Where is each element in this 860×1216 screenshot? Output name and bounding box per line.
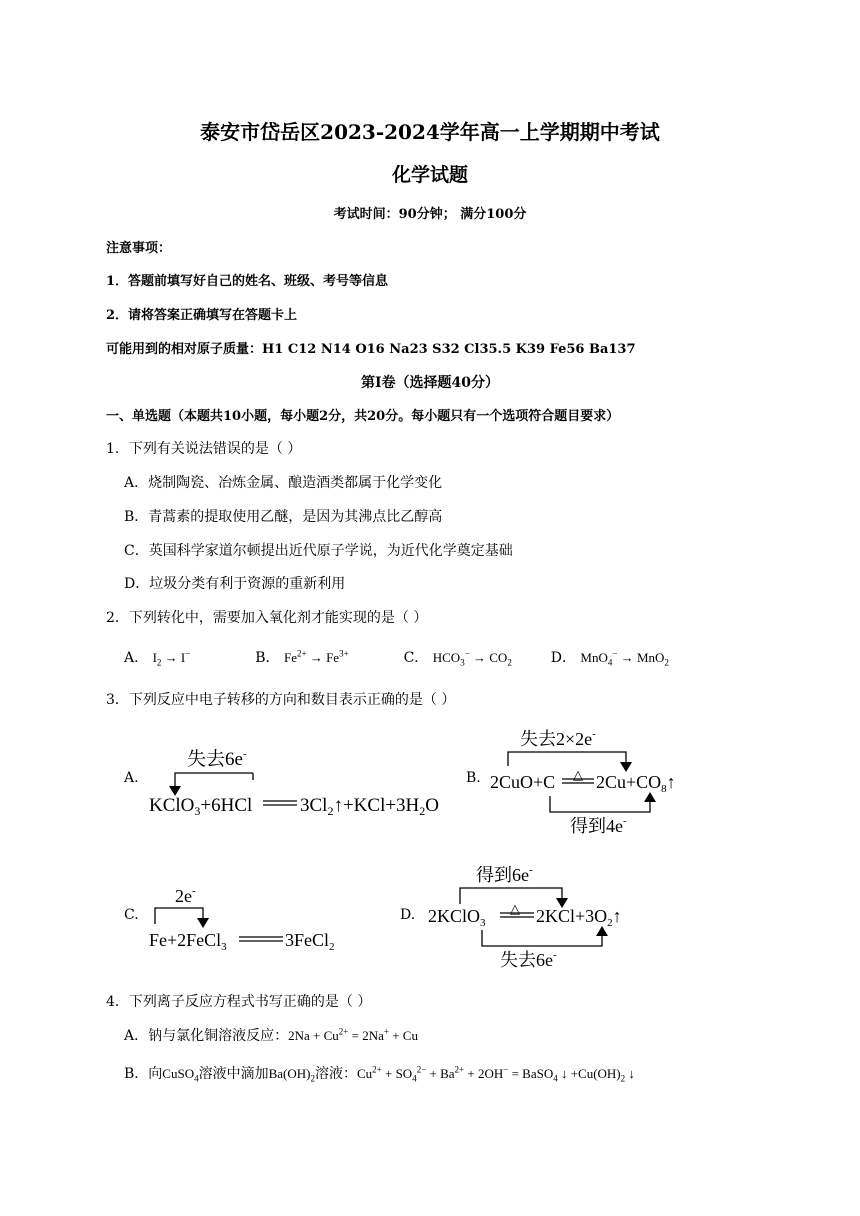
q3-option-c-diagram (145, 880, 355, 952)
q3-option-b-diagram (486, 722, 706, 840)
svg-text:2Cu+CO8↑: $2Cu+CO_8↑$ (596, 772, 676, 795)
q2-option-b-formula: $Fe^{2+} \to Fe^{3+}$ (284, 648, 349, 665)
q2-option-a-label: A． (124, 650, 149, 666)
q3-c-equation: Fe+2FeCl$_3$ (149, 930, 227, 952)
q3-a-equation: KClO$_3$+6HCl (149, 795, 253, 818)
q4-option-b-equation: $Cu^{2+} + SO_4^{2-} + Ba^{2+} + 2OH^-$ = BaSO$_4$ ↓ $+Cu(OH)_2$ ↓ (356, 1064, 635, 1084)
exam-info: 考试时间：90分钟； 满分100分 (333, 207, 527, 222)
atomic-mass-line: 可能用到的相对原子质量：H1 C12 N14 O16 Na23 S32 Cl35.5 K39 Fe56 Ba137 (106, 342, 636, 357)
q2-option-c-label: C． (403, 650, 429, 666)
q3-stem: 3．下列反应中电子转移的方向和数目表示正确的是（ ） (106, 692, 456, 708)
q3-option-d-diagram (424, 860, 644, 976)
q3-option-c-label: C. (124, 907, 139, 923)
q2-option-d-formula: MnO$_4$− → MnO$_2$ (580, 648, 669, 668)
q3-d-bottom-label: 失去6e- (500, 949, 557, 970)
q3-d-top-label: 得到6e- (476, 864, 533, 885)
q2-option-b-label: B． (255, 650, 280, 666)
notice-item-1: 1．答题前填写好自己的姓名、班级、考号等信息 (106, 274, 389, 289)
q3-c-arrow-label: 2e- (175, 885, 196, 906)
q4-stem: 4．下列离子反应方程式书写正确的是（ ） (106, 994, 372, 1010)
q4-option-a: A．钠与氯化铜溶液反应：$2Na + Cu^{2+} = 2Na^+ + Cu$ (124, 1026, 418, 1044)
q3-option-d-label: D. (400, 907, 416, 923)
section-title: 第Ⅰ卷（选择题40分） (360, 375, 500, 391)
svg-text:3Cl2↑+KCl+3H2O: $3Cl_2↑+KCl+3H_2O$ (300, 795, 440, 818)
svg-text:2KCl+3O2↑: $2KCl+3O_2↑$ (536, 906, 622, 929)
q3-b-top-label: 失去2×2e- (520, 728, 596, 749)
q3-option-a-label: A. (124, 770, 139, 786)
svg-text:3FeCl2: 3FeCl$_2$ (285, 930, 335, 952)
q2-option-a-formula: $I_2 \to I^-$ (152, 648, 191, 668)
q2-stem: 2．下列转化中，需要加入氧化剂才能实现的是（ ） (106, 610, 428, 626)
q1-option-c: C．英国科学家道尔顿提出近代原子学说，为近代化学奠定基础 (124, 543, 513, 559)
q4-option-a-equation: $2Na + Cu^{2+} = 2Na^+ + Cu$ (288, 1026, 418, 1043)
q3-option-a-diagram (145, 738, 455, 818)
q3-a-arrow-label: 失去6e- (187, 748, 247, 770)
q3-option-b-label: B. (466, 770, 481, 786)
q2-option-d-label: D． (550, 650, 576, 666)
subject-title: 化学试题 (391, 164, 468, 186)
q2-options (124, 647, 669, 667)
q4-option-b: B．向CuSO$_4$溶液中滴加$Ba(OH)_2$溶液：$Cu^{2+} + SO_4^{2-} + Ba^{2+} + 2OH^-$ = BaSO$_4$ ↓ $+Cu(OH)_2$ ↓ (124, 1064, 635, 1084)
q1-option-b: B．青蒿素的提取使用乙醚，是因为其沸点比乙醇高 (124, 509, 443, 525)
q1-option-d: D．垃圾分类有利于资源的重新利用 (124, 576, 346, 592)
notice-heading: 注意事项： (106, 241, 172, 256)
q1-option-a: A．烧制陶瓷、冶炼金属、酿造酒类都属于化学变化 (124, 475, 443, 491)
section-instruction: 一、单选题（本题共10小题，每小题2分，共20分。每小题只有一个选项符合题目要求） (106, 409, 620, 424)
q3-b-bottom-label: 得到4e- (570, 815, 627, 836)
q2-option-c-formula: $HCO_3^- \to CO_2$ (432, 648, 512, 668)
q3-b-delta: △ (573, 767, 583, 782)
q3-b-equation: 2CuO+C (490, 772, 556, 792)
notice-item-2: 2．请将答案正确填写在答题卡上 (106, 308, 298, 323)
q1-stem: 1．下列有关说法错误的是（ ） (106, 441, 302, 457)
exam-title: 泰安市岱岳区2023-2024学年高一上学期期中考试 (200, 120, 660, 144)
q3-d-equation: 2KClO$_3$ (428, 906, 486, 929)
q3-d-delta: △ (510, 901, 520, 916)
